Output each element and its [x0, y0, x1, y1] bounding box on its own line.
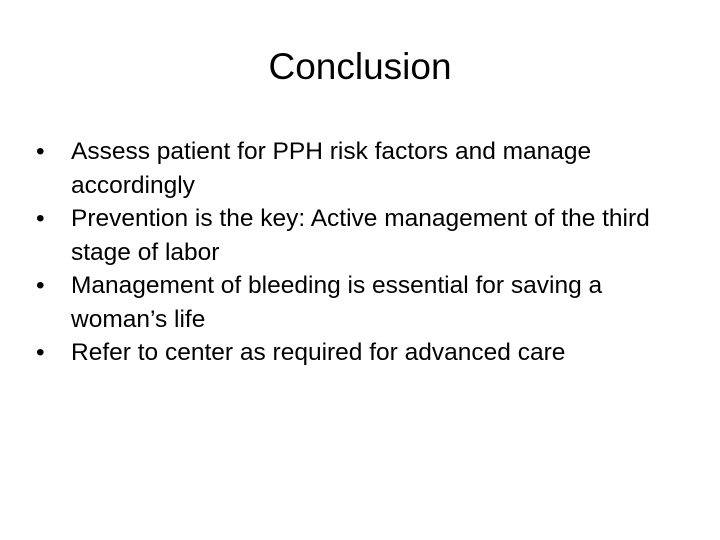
bullet-text: Management of bleeding is essential for saving a woman’s life: [71, 272, 603, 333]
bullet-text: Prevention is the key: Active management of the third stage of labor: [71, 205, 650, 266]
bullet-list: [36, 135, 686, 370]
bullet-item: [36, 135, 686, 202]
bullet-item: [36, 336, 686, 370]
bullet-icon: •: [36, 339, 45, 366]
bullet-icon: •: [36, 138, 45, 165]
bullet-item: [36, 202, 686, 269]
bullet-icon: •: [36, 205, 45, 232]
bullet-item: [36, 269, 686, 336]
slide-title: Conclusion: [268, 46, 452, 87]
bullet-icon: •: [36, 272, 45, 299]
bullet-text: Refer to center as required for advanced care: [71, 339, 566, 366]
bullet-text: Assess patient for PPH risk factors and manage accordingly: [71, 138, 592, 199]
